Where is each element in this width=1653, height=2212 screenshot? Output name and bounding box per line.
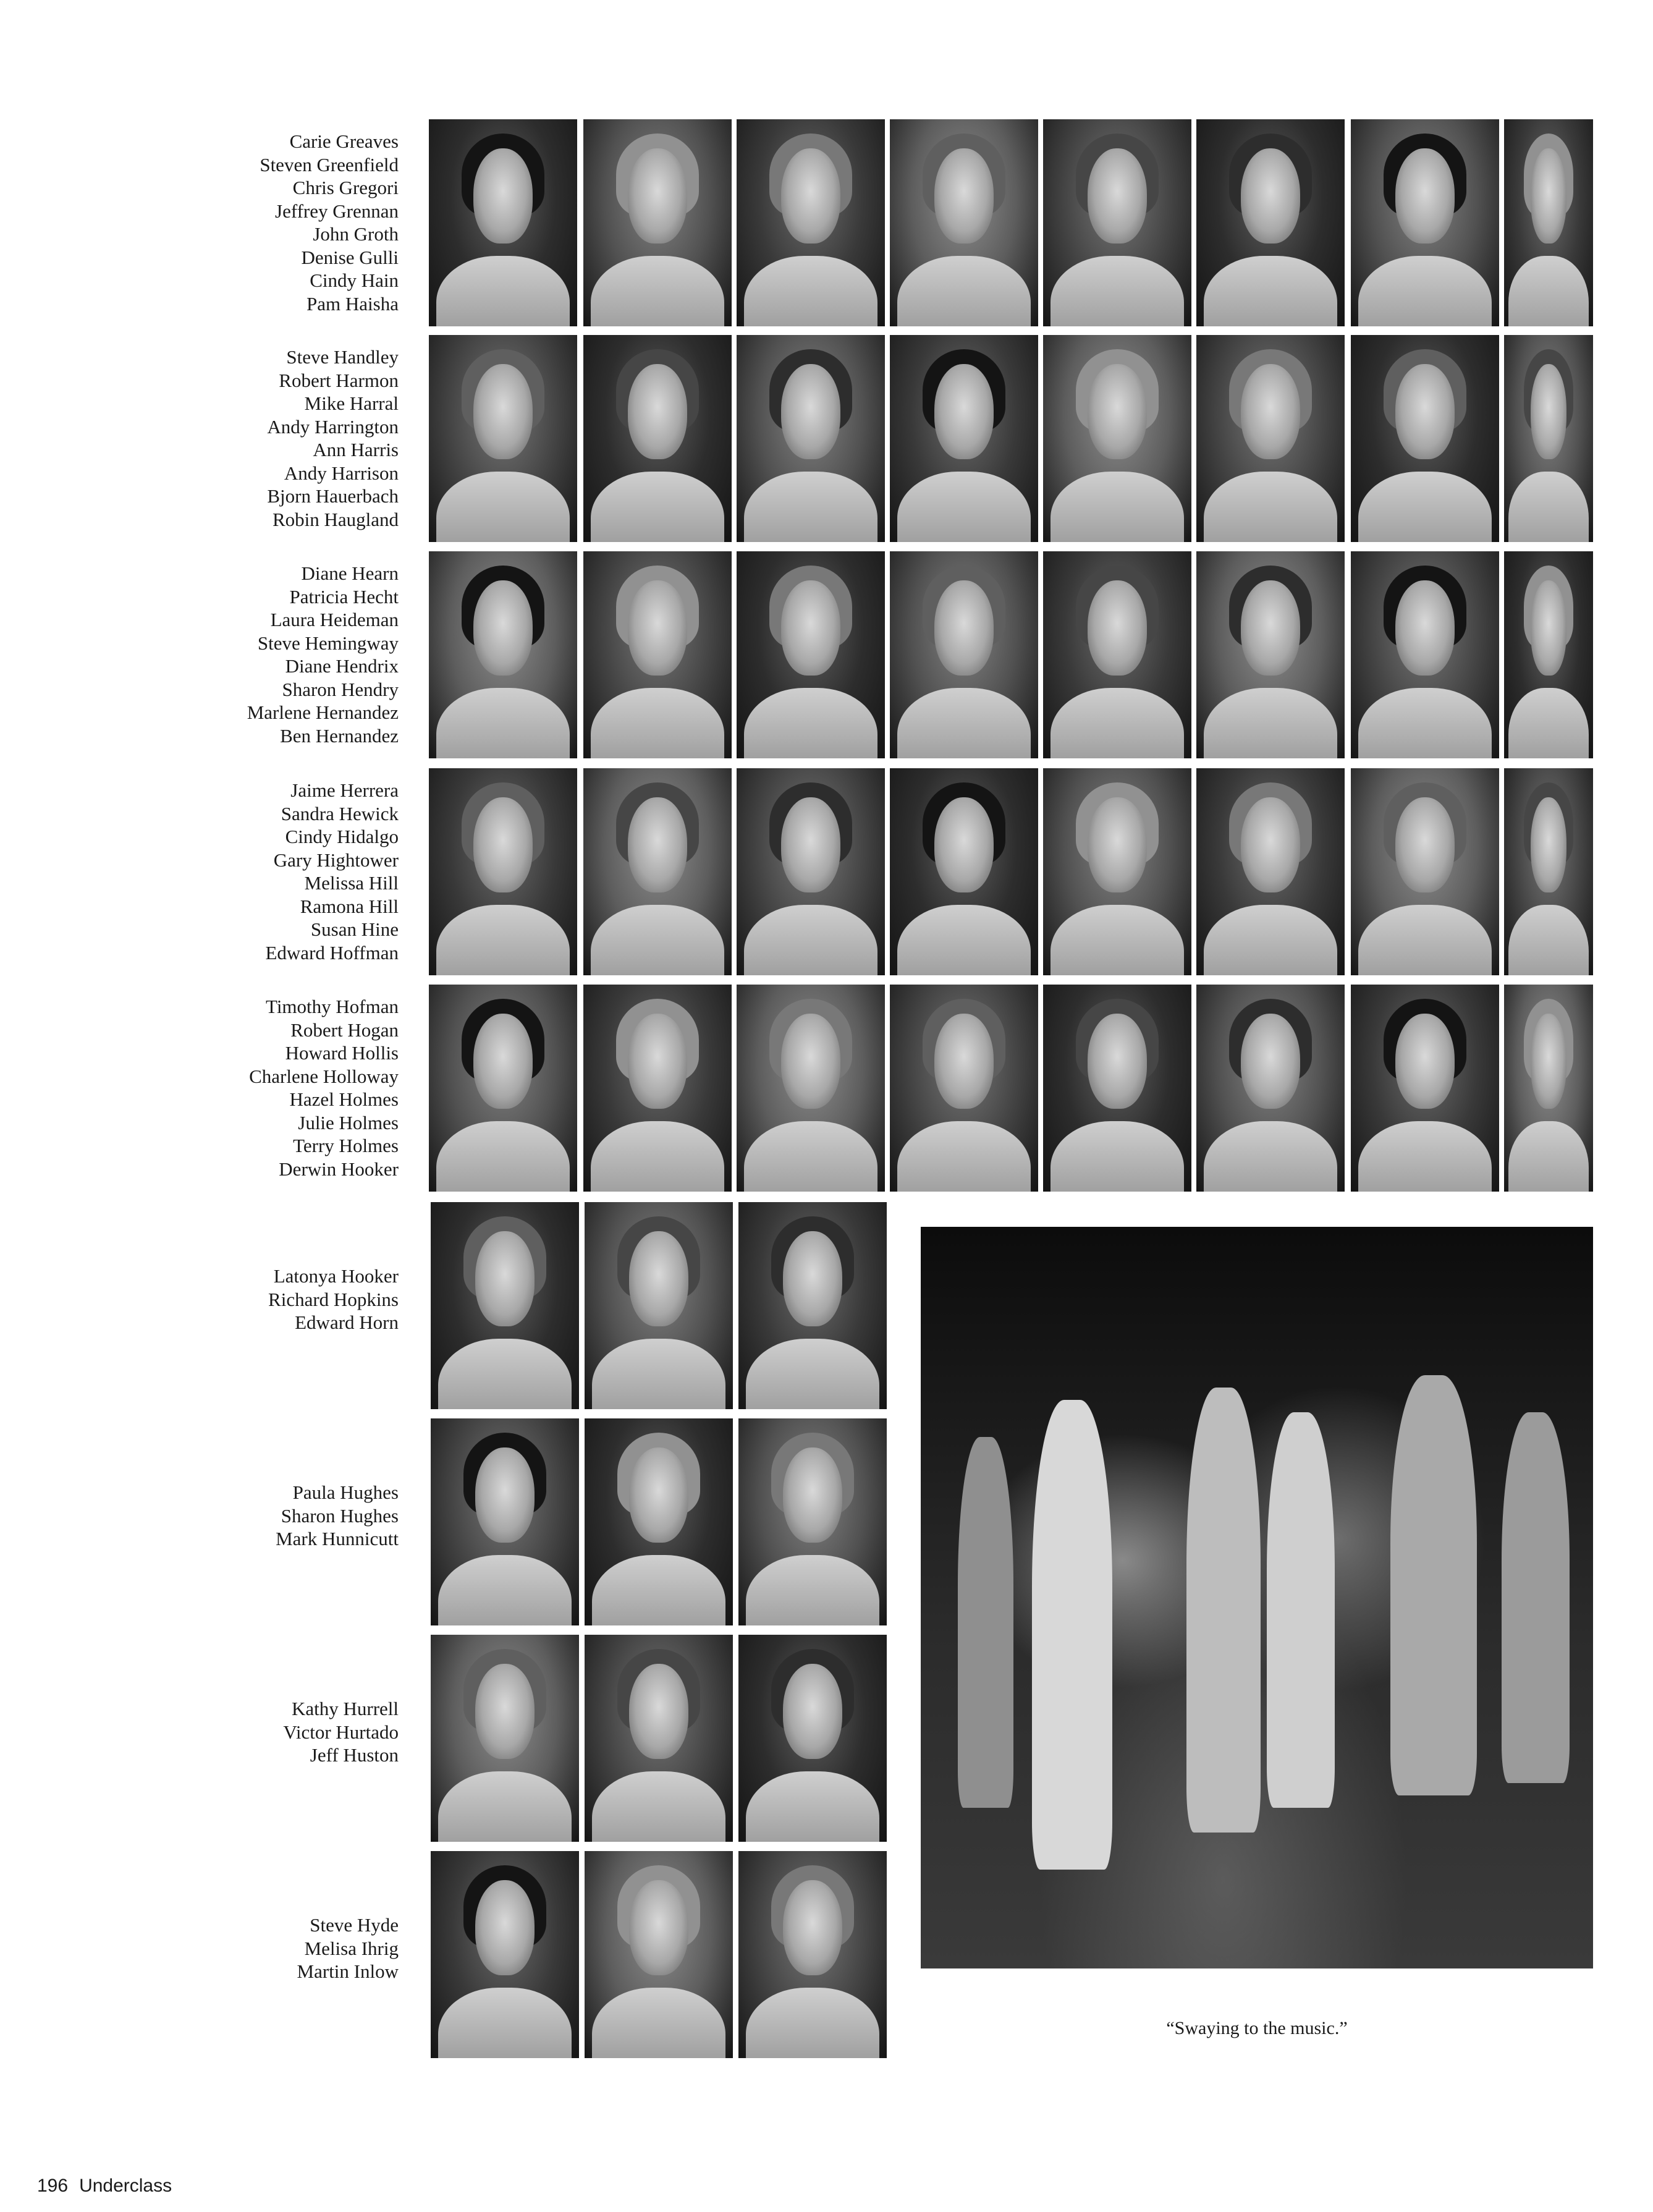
student-portrait (1196, 335, 1345, 542)
student-name: Cindy Hidalgo (285, 826, 399, 847)
section-name: Underclass (79, 2176, 172, 2196)
student-portrait (429, 768, 577, 975)
name-list (297, 1913, 399, 1983)
student-portrait (738, 1851, 887, 2058)
student-portrait (585, 1635, 733, 1842)
student-name: Gary Hightower (273, 849, 399, 871)
student-name: John Groth (313, 223, 399, 245)
student-name: Mike Harral (304, 392, 399, 414)
student-name: Hazel Holmes (289, 1088, 399, 1110)
student-portrait (738, 1418, 887, 1625)
name-list (268, 1265, 399, 1334)
student-portrait (737, 985, 885, 1192)
student-name: Andy Harrington (267, 415, 399, 438)
student-name: Marlene Hernandez (247, 701, 399, 723)
student-name: Steve Handley (286, 346, 399, 368)
student-name: Jeffrey Grennan (275, 200, 399, 222)
student-portrait (737, 551, 885, 758)
student-portrait (583, 335, 732, 542)
name-list (260, 130, 399, 315)
student-name: Cindy Hain (310, 269, 399, 291)
student-portrait (1351, 768, 1499, 975)
student-name: Ben Hernandez (280, 724, 399, 747)
student-portrait (737, 768, 885, 975)
student-name: Laura Heideman (270, 609, 399, 630)
student-portrait (738, 1635, 887, 1842)
student-name: Sharon Hughes (281, 1504, 399, 1527)
student-name: Jeff Huston (310, 1744, 399, 1766)
student-portrait (1504, 985, 1593, 1192)
student-name: Edward Hoffman (265, 941, 399, 964)
student-portrait (1196, 985, 1345, 1192)
student-name: Richard Hopkins (268, 1288, 399, 1310)
student-name: Jaime Herrera (290, 779, 399, 801)
student-portrait (431, 1635, 579, 1842)
student-name: Melisa Ihrig (304, 1937, 399, 1959)
student-name: Paula Hughes (292, 1481, 399, 1504)
student-portrait (1351, 119, 1499, 326)
student-portrait (1351, 985, 1499, 1192)
student-name: Edward Horn (295, 1312, 399, 1334)
student-name: Latonya Hooker (273, 1265, 399, 1287)
student-portrait (585, 1851, 733, 2058)
student-name: Melissa Hill (304, 872, 399, 894)
student-name: Martin Inlow (297, 1960, 399, 1983)
student-name: Ramona Hill (300, 895, 399, 917)
name-list (247, 562, 399, 747)
student-portrait (1196, 768, 1345, 975)
student-portrait (737, 335, 885, 542)
student-portrait (1351, 551, 1499, 758)
student-name: Steven Greenfield (260, 153, 399, 176)
student-name: Robert Hogan (290, 1019, 399, 1041)
student-portrait (890, 119, 1038, 326)
student-name: Derwin Hooker (279, 1158, 399, 1180)
student-portrait (429, 335, 577, 542)
student-portrait (429, 985, 577, 1192)
student-portrait (1504, 768, 1593, 975)
student-name: Chris Gregori (292, 177, 399, 198)
student-name: Diane Hearn (301, 562, 399, 584)
student-portrait (737, 119, 885, 326)
student-portrait (890, 768, 1038, 975)
student-name: Steve Hemingway (257, 632, 399, 654)
student-portrait (738, 1202, 887, 1409)
student-name: Timothy Hofman (265, 996, 399, 1017)
student-portrait (1504, 551, 1593, 758)
student-name: Pam Haisha (307, 292, 399, 315)
student-portrait (1504, 335, 1593, 542)
student-portrait (585, 1418, 733, 1625)
page-footer (37, 2176, 172, 2197)
student-portrait (1043, 768, 1191, 975)
student-portrait (583, 119, 732, 326)
student-portrait (890, 985, 1038, 1192)
student-portrait (431, 1418, 579, 1625)
photo-caption: “Swaying to the music.” (1166, 2018, 1348, 2038)
student-portrait (583, 551, 732, 758)
student-name: Charlene Holloway (249, 1065, 399, 1087)
student-portrait (890, 551, 1038, 758)
student-name: Diane Hendrix (285, 655, 399, 677)
student-name: Andy Harrison (284, 462, 399, 484)
student-portrait (431, 1851, 579, 2058)
student-name: Robin Haugland (272, 508, 399, 530)
student-portrait (1196, 551, 1345, 758)
student-portrait (890, 335, 1038, 542)
student-portrait (429, 551, 577, 758)
candid-dance-photo (921, 1227, 1593, 1968)
student-portrait (585, 1202, 733, 1409)
student-name: Denise Gulli (301, 246, 399, 268)
student-name: Susan Hine (310, 918, 399, 940)
student-name: Carie Greaves (289, 130, 399, 152)
student-portrait (1043, 119, 1191, 326)
student-name: Steve Hyde (310, 1914, 399, 1936)
student-portrait (1043, 985, 1191, 1192)
student-portrait (1043, 551, 1191, 758)
student-name: Kathy Hurrell (291, 1698, 399, 1720)
name-list (276, 1481, 399, 1551)
student-name: Sharon Hendry (282, 678, 399, 700)
student-name: Robert Harmon (279, 369, 399, 391)
page-number: 196 (37, 2176, 69, 2196)
name-list (249, 995, 399, 1180)
student-portrait (1351, 335, 1499, 542)
name-list (265, 779, 399, 964)
student-name: Victor Hurtado (283, 1721, 399, 1743)
student-name: Sandra Hewick (281, 802, 399, 824)
student-portrait (583, 768, 732, 975)
student-portrait (1504, 119, 1593, 326)
student-name: Terry Holmes (293, 1135, 399, 1156)
student-name: Ann Harris (313, 439, 399, 460)
student-name: Mark Hunnicutt (276, 1528, 399, 1550)
student-portrait (431, 1202, 579, 1409)
student-name: Patricia Hecht (289, 585, 399, 608)
name-list (283, 1697, 399, 1767)
student-name: Julie Holmes (298, 1111, 399, 1134)
name-list (267, 345, 399, 531)
student-portrait (1043, 335, 1191, 542)
student-name: Bjorn Hauerbach (267, 485, 399, 507)
student-name: Howard Hollis (285, 1042, 399, 1064)
student-portrait (429, 119, 577, 326)
student-portrait (1196, 119, 1345, 326)
student-portrait (583, 985, 732, 1192)
